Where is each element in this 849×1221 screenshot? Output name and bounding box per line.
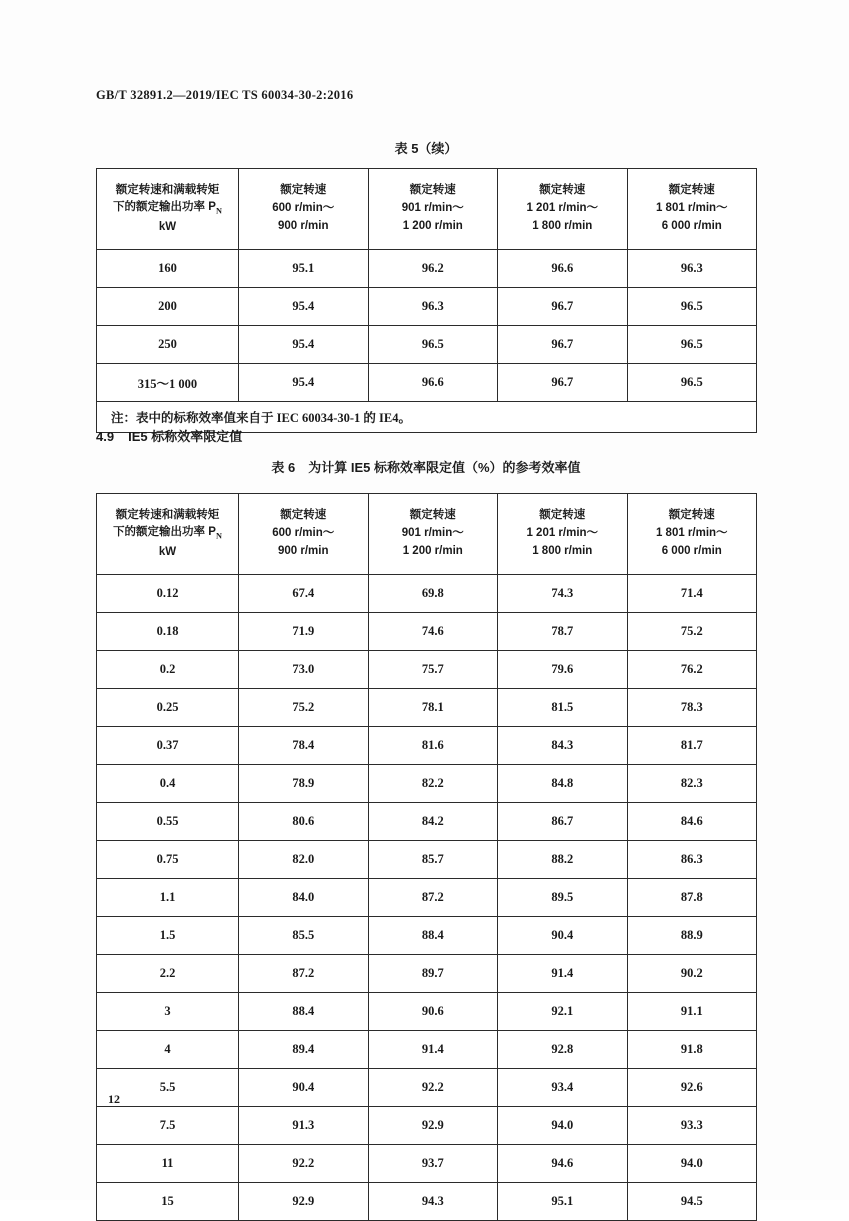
table-row [97,727,757,765]
cell-value: 84.6 [627,803,757,841]
table-5-col-speed-901-1200 [368,169,498,250]
cell-value: 87.8 [627,879,757,917]
cell-value: 96.6 [368,364,498,402]
cell-value: 92.1 [498,993,628,1031]
cell-power: 315～1 000 [97,364,239,402]
table-6-col-speed-1801-6000 [627,494,757,575]
cell-value: 75.2 [239,689,369,727]
table-6-body [97,575,757,1221]
running-header: GB/T 32891.2—2019/IEC TS 60034-30-2:2016 [96,88,354,102]
cell-value: 74.6 [368,613,498,651]
cell-value: 90.4 [239,1069,369,1107]
cell-value: 96.2 [368,250,498,288]
cell-power: 0.2 [97,651,239,689]
table-row [97,288,757,326]
cell-power: 0.25 [97,689,239,727]
header-line-2: 1 201 r/min～ [526,202,599,215]
cell-value: 95.1 [239,250,369,288]
cell-value: 81.5 [498,689,628,727]
table-6-caption: 表 6 为计算 IE5 标称效率限定值（%）的参考效率值 [271,460,581,475]
table-row [97,1145,757,1183]
header-line-1: 额定转速和满载转矩 [115,508,220,521]
cell-value: 94.3 [368,1183,498,1221]
cell-value: 96.5 [627,288,757,326]
cell-value: 91.1 [627,993,757,1031]
cell-value: 96.7 [498,364,628,402]
header-line-2: 901 r/min～ [401,202,464,215]
cell-value: 86.3 [627,841,757,879]
section-heading-4-9 [96,426,242,445]
table-5-caption: 表 5（续） [394,141,458,156]
header-line-1: 额定转速 [280,509,327,522]
cell-value: 96.5 [627,364,757,402]
table-row [97,651,757,689]
table-6-col-power [97,494,239,575]
table-5-header-row [97,169,757,250]
cell-value: 82.0 [239,841,369,879]
cell-value: 96.5 [368,326,498,364]
header-line-1: 额定转速 [409,509,456,522]
header-line-1: 额定转速 [668,509,715,522]
cell-value: 85.5 [239,917,369,955]
table-row [97,803,757,841]
header-line-1: 额定转速 [539,509,586,522]
cell-value: 84.2 [368,803,498,841]
cell-value: 88.9 [627,917,757,955]
table-5-col-power [97,169,239,250]
table-row [97,917,757,955]
header-line-2: 1 801 r/min～ [655,527,728,540]
header-line-3: 6 000 r/min [661,544,722,557]
cell-value: 96.6 [498,250,628,288]
table-5-col-speed-1201-1800 [498,169,628,250]
header-line-2: 下的额定输出功率 $P_N$ [113,526,222,541]
cell-value: 89.5 [498,879,628,917]
cell-value: 80.6 [239,803,369,841]
cell-power: 0.12 [97,575,239,613]
cell-value: 88.4 [239,993,369,1031]
table-row [97,879,757,917]
cell-value: 91.4 [368,1031,498,1069]
page-number: 12 [108,1092,120,1106]
cell-value: 78.4 [239,727,369,765]
cell-power: 160 [97,250,239,288]
cell-value: 95.1 [498,1183,628,1221]
cell-value: 94.5 [627,1183,757,1221]
header-line-2: 901 r/min～ [401,527,464,540]
cell-value: 71.9 [239,613,369,651]
cell-power: 200 [97,288,239,326]
cell-value: 92.8 [498,1031,628,1069]
table-row [97,1183,757,1221]
cell-power: 1.1 [97,879,239,917]
cell-value: 86.7 [498,803,628,841]
header-line-2: 下的额定输出功率 $P_N$ [113,201,222,216]
cell-value: 92.6 [627,1069,757,1107]
table-row [97,1031,757,1069]
cell-power: 15 [97,1183,239,1221]
cell-power: 0.75 [97,841,239,879]
cell-power: 250 [97,326,239,364]
cell-value: 78.1 [368,689,498,727]
table-5-header [97,169,757,250]
table-note: 注：表中的标称效率值来自于 IEC 60034-30-1 的 IE4。 [97,402,757,433]
cell-power: 2.2 [97,955,239,993]
cell-value: 74.3 [498,575,628,613]
cell-value: 96.5 [627,326,757,364]
table-row [97,689,757,727]
cell-power: 7.5 [97,1107,239,1145]
cell-value: 92.9 [368,1107,498,1145]
header-line-3: 1 200 r/min [402,544,463,557]
header-line-3: 1 800 r/min [532,544,593,557]
table-row [97,765,757,803]
cell-value: 89.7 [368,955,498,993]
cell-value: 91.3 [239,1107,369,1145]
cell-value: 75.7 [368,651,498,689]
cell-value: 78.7 [498,613,628,651]
table-6-header [97,494,757,575]
table-6-col-speed-600-900 [239,494,369,575]
table-6 [96,493,757,1221]
cell-value: 96.3 [368,288,498,326]
cell-value: 95.4 [239,326,369,364]
table-6-col-speed-901-1200 [368,494,498,575]
section-number: 4.9 [96,429,115,444]
header-line-3: 1 800 r/min [532,219,593,232]
header-line-1: 额定转速 [409,184,456,197]
cell-power: 5.5 [97,1069,239,1107]
cell-value: 95.4 [239,288,369,326]
cell-value: 91.4 [498,955,628,993]
header-line-3: 900 r/min [278,219,329,232]
table-5-col-speed-600-900 [239,169,369,250]
header-line-1: 额定转速和满载转矩 [115,183,220,196]
cell-value: 87.2 [239,955,369,993]
cell-value: 88.2 [498,841,628,879]
cell-value: 94.6 [498,1145,628,1183]
table-row [97,1069,757,1107]
cell-power: 11 [97,1145,239,1183]
cell-value: 81.7 [627,727,757,765]
cell-value: 90.2 [627,955,757,993]
cell-value: 96.3 [627,250,757,288]
header-line-3: kW [158,545,177,558]
table-row [97,993,757,1031]
header-line-1: 额定转速 [280,184,327,197]
cell-value: 92.9 [239,1183,369,1221]
cell-value: 93.4 [498,1069,628,1107]
cell-value: 96.7 [498,326,628,364]
cell-value: 78.9 [239,765,369,803]
cell-value: 94.0 [627,1145,757,1183]
cell-power: 3 [97,993,239,1031]
table-row [97,575,757,613]
table-row [97,613,757,651]
cell-value: 92.2 [239,1145,369,1183]
cell-value: 84.3 [498,727,628,765]
cell-value: 73.0 [239,651,369,689]
header-line-1: 额定转速 [668,184,715,197]
header-line-3: 1 200 r/min [402,219,463,232]
table-5-body [97,250,757,433]
cell-power: 0.4 [97,765,239,803]
cell-value: 94.0 [498,1107,628,1145]
header-line-3: kW [158,220,177,233]
cell-value: 90.4 [498,917,628,955]
cell-value: 78.3 [627,689,757,727]
section-title: IE5 标称效率限定值 [128,429,243,444]
table-row [97,364,757,402]
cell-power: 1.5 [97,917,239,955]
table-row [97,1107,757,1145]
table-5 [96,168,757,433]
cell-value: 91.8 [627,1031,757,1069]
cell-value: 71.4 [627,575,757,613]
header-line-2: 1 801 r/min～ [655,202,728,215]
table-6-header-row [97,494,757,575]
cell-value: 84.0 [239,879,369,917]
header-line-2: 1 201 r/min～ [526,527,599,540]
table-row [97,841,757,879]
cell-value: 69.8 [368,575,498,613]
header-line-3: 6 000 r/min [661,219,722,232]
cell-power: 0.55 [97,803,239,841]
cell-value: 81.6 [368,727,498,765]
cell-value: 93.7 [368,1145,498,1183]
header-line-3: 900 r/min [278,544,329,557]
cell-value: 84.8 [498,765,628,803]
table-row [97,955,757,993]
header-line-2: 600 r/min～ [272,202,335,215]
cell-value: 82.3 [627,765,757,803]
table-6-col-speed-1201-1800 [498,494,628,575]
cell-value: 95.4 [239,364,369,402]
cell-value: 82.2 [368,765,498,803]
cell-value: 79.6 [498,651,628,689]
cell-value: 76.2 [627,651,757,689]
cell-power: 0.37 [97,727,239,765]
table-row [97,326,757,364]
cell-value: 96.7 [498,288,628,326]
header-line-1: 额定转速 [539,184,586,197]
cell-value: 87.2 [368,879,498,917]
cell-value: 92.2 [368,1069,498,1107]
cell-value: 93.3 [627,1107,757,1145]
cell-value: 67.4 [239,575,369,613]
cell-value: 85.7 [368,841,498,879]
cell-power: 4 [97,1031,239,1069]
cell-power: 0.18 [97,613,239,651]
table-5-col-speed-1801-6000 [627,169,757,250]
header-line-2: 600 r/min～ [272,527,335,540]
cell-value: 88.4 [368,917,498,955]
cell-value: 75.2 [627,613,757,651]
cell-value: 89.4 [239,1031,369,1069]
cell-value: 90.6 [368,993,498,1031]
table-row [97,250,757,288]
